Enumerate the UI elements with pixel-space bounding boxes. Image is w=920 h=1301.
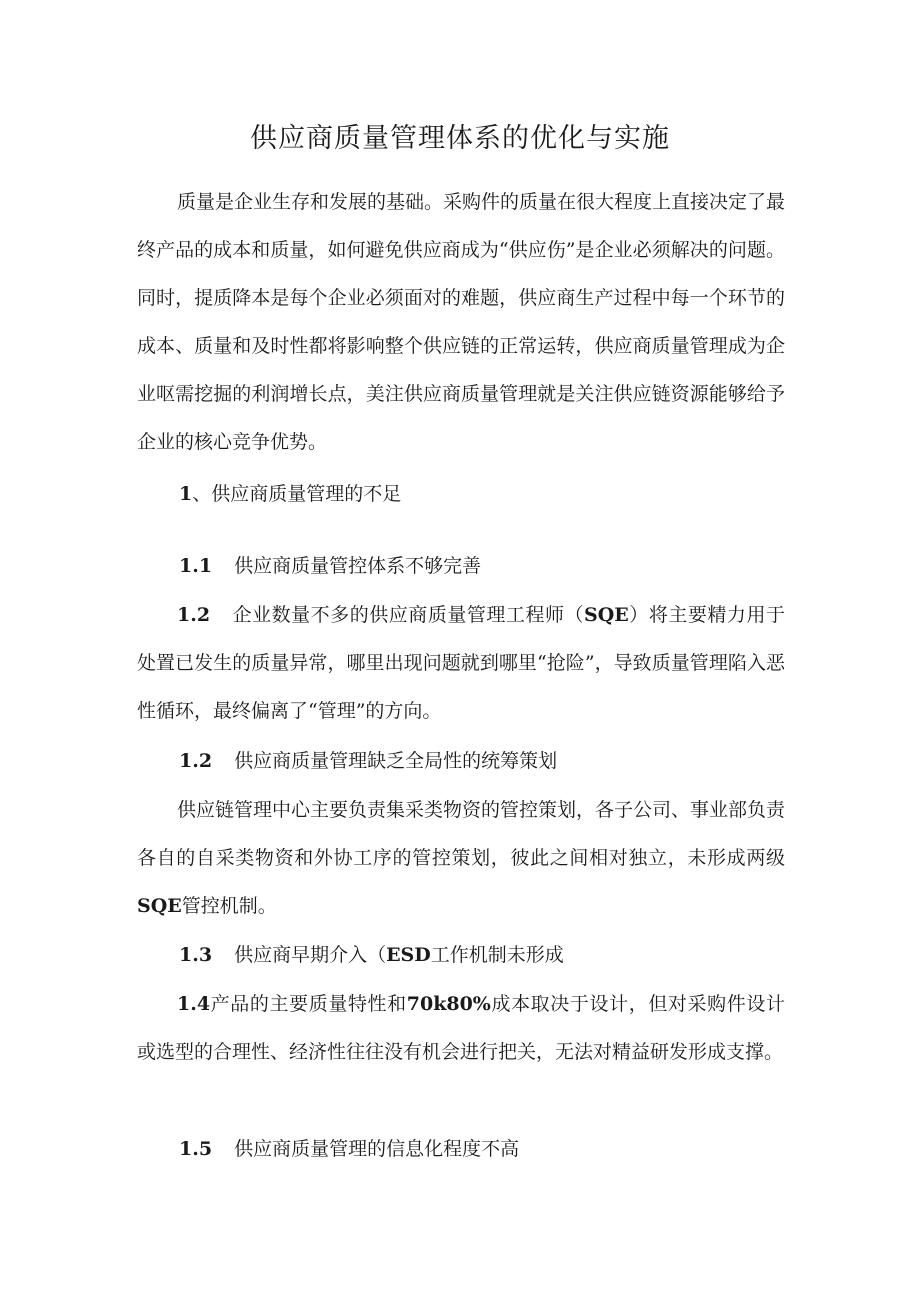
subheading-label: 供应商质量管控体系不够完善 bbox=[234, 555, 482, 577]
sqe-code: SQE bbox=[584, 604, 629, 626]
document-title: 供应商质量管理体系的优化与实施 bbox=[250, 123, 670, 154]
subheading-1-3 bbox=[179, 931, 799, 979]
paragraph-text: 管控机制。 bbox=[181, 895, 277, 917]
subheading-1-2 bbox=[179, 737, 799, 785]
subheading-number: 1.3 bbox=[179, 944, 213, 966]
paragraph-text: 供应链管理中心主要负责集采类物资的管控策划，各子公司、事业部负责各自的自采类物资和外协工序的管控策划，彼此之间相对独立，未形成两级 bbox=[137, 799, 786, 869]
subheading-number: 1.2 bbox=[179, 750, 213, 772]
item-number: 1.2 bbox=[177, 604, 211, 626]
section-label: 、供应商质量管理的不足 bbox=[192, 483, 402, 505]
paragraph-text: ）将主要精力用于处置已发生的质量异常，哪里出现问题就到哪里“抢险”，导致质量管理陷入恶性循环，最终偏离了“管理”的方向。 bbox=[137, 604, 785, 722]
paragraph-supply-chain bbox=[137, 786, 785, 930]
sqe-code: SQE bbox=[137, 895, 182, 917]
subheading-number: 1.5 bbox=[179, 1138, 213, 1160]
subheading-label: 工作机制未形成 bbox=[430, 944, 564, 966]
section-number: 1 bbox=[179, 483, 193, 505]
subheading-label: 供应商质量管理的信息化程度不高 bbox=[234, 1138, 520, 1160]
esd-code: ESD bbox=[386, 944, 431, 966]
subheading-1-1 bbox=[179, 542, 799, 590]
item-number: 1.4 bbox=[177, 993, 211, 1015]
subheading-label: 供应商质量管理缺乏全局性的统筹策划 bbox=[234, 750, 558, 772]
paragraph-1-4 bbox=[137, 980, 785, 1076]
paragraph-1-2-sqe bbox=[137, 591, 785, 735]
subheading-number: 1.1 bbox=[179, 555, 213, 577]
paragraph-text: 成本取决于设计，但对采购件设计或选型的合理性、经济性往往没有机会进行把关，无法对精益研发形成支撑。 bbox=[137, 993, 785, 1063]
intro-paragraph: 质量是企业生存和发展的基础。采购件的质量在很大程度上直接决定了最终产品的成本和质量，如何避免供应商成为“供应伤”是企业必须解决的问题。同时，提质降本是每个企业必须面对的难题，供应商生产过程中每一个环节的成本、质量和及时性都将影响整个供应链的正常运转，供应商质量管理成为企业呕需挖掘的利润增长点，美注供应商质量管理就是关注供应链资源能够给予企业的核心竞争优势。 bbox=[137, 191, 786, 453]
section-heading-1 bbox=[179, 470, 799, 518]
paragraph-text: 企业数量不多的供应商质量管理工程师（ bbox=[232, 604, 585, 626]
subheading-label: 供应商早期介入（ bbox=[234, 944, 387, 966]
paragraph-text: 产品的主要质量特性和 bbox=[210, 993, 407, 1015]
subheading-1-5 bbox=[179, 1125, 799, 1173]
percentage-value: 70k80% bbox=[406, 993, 491, 1015]
